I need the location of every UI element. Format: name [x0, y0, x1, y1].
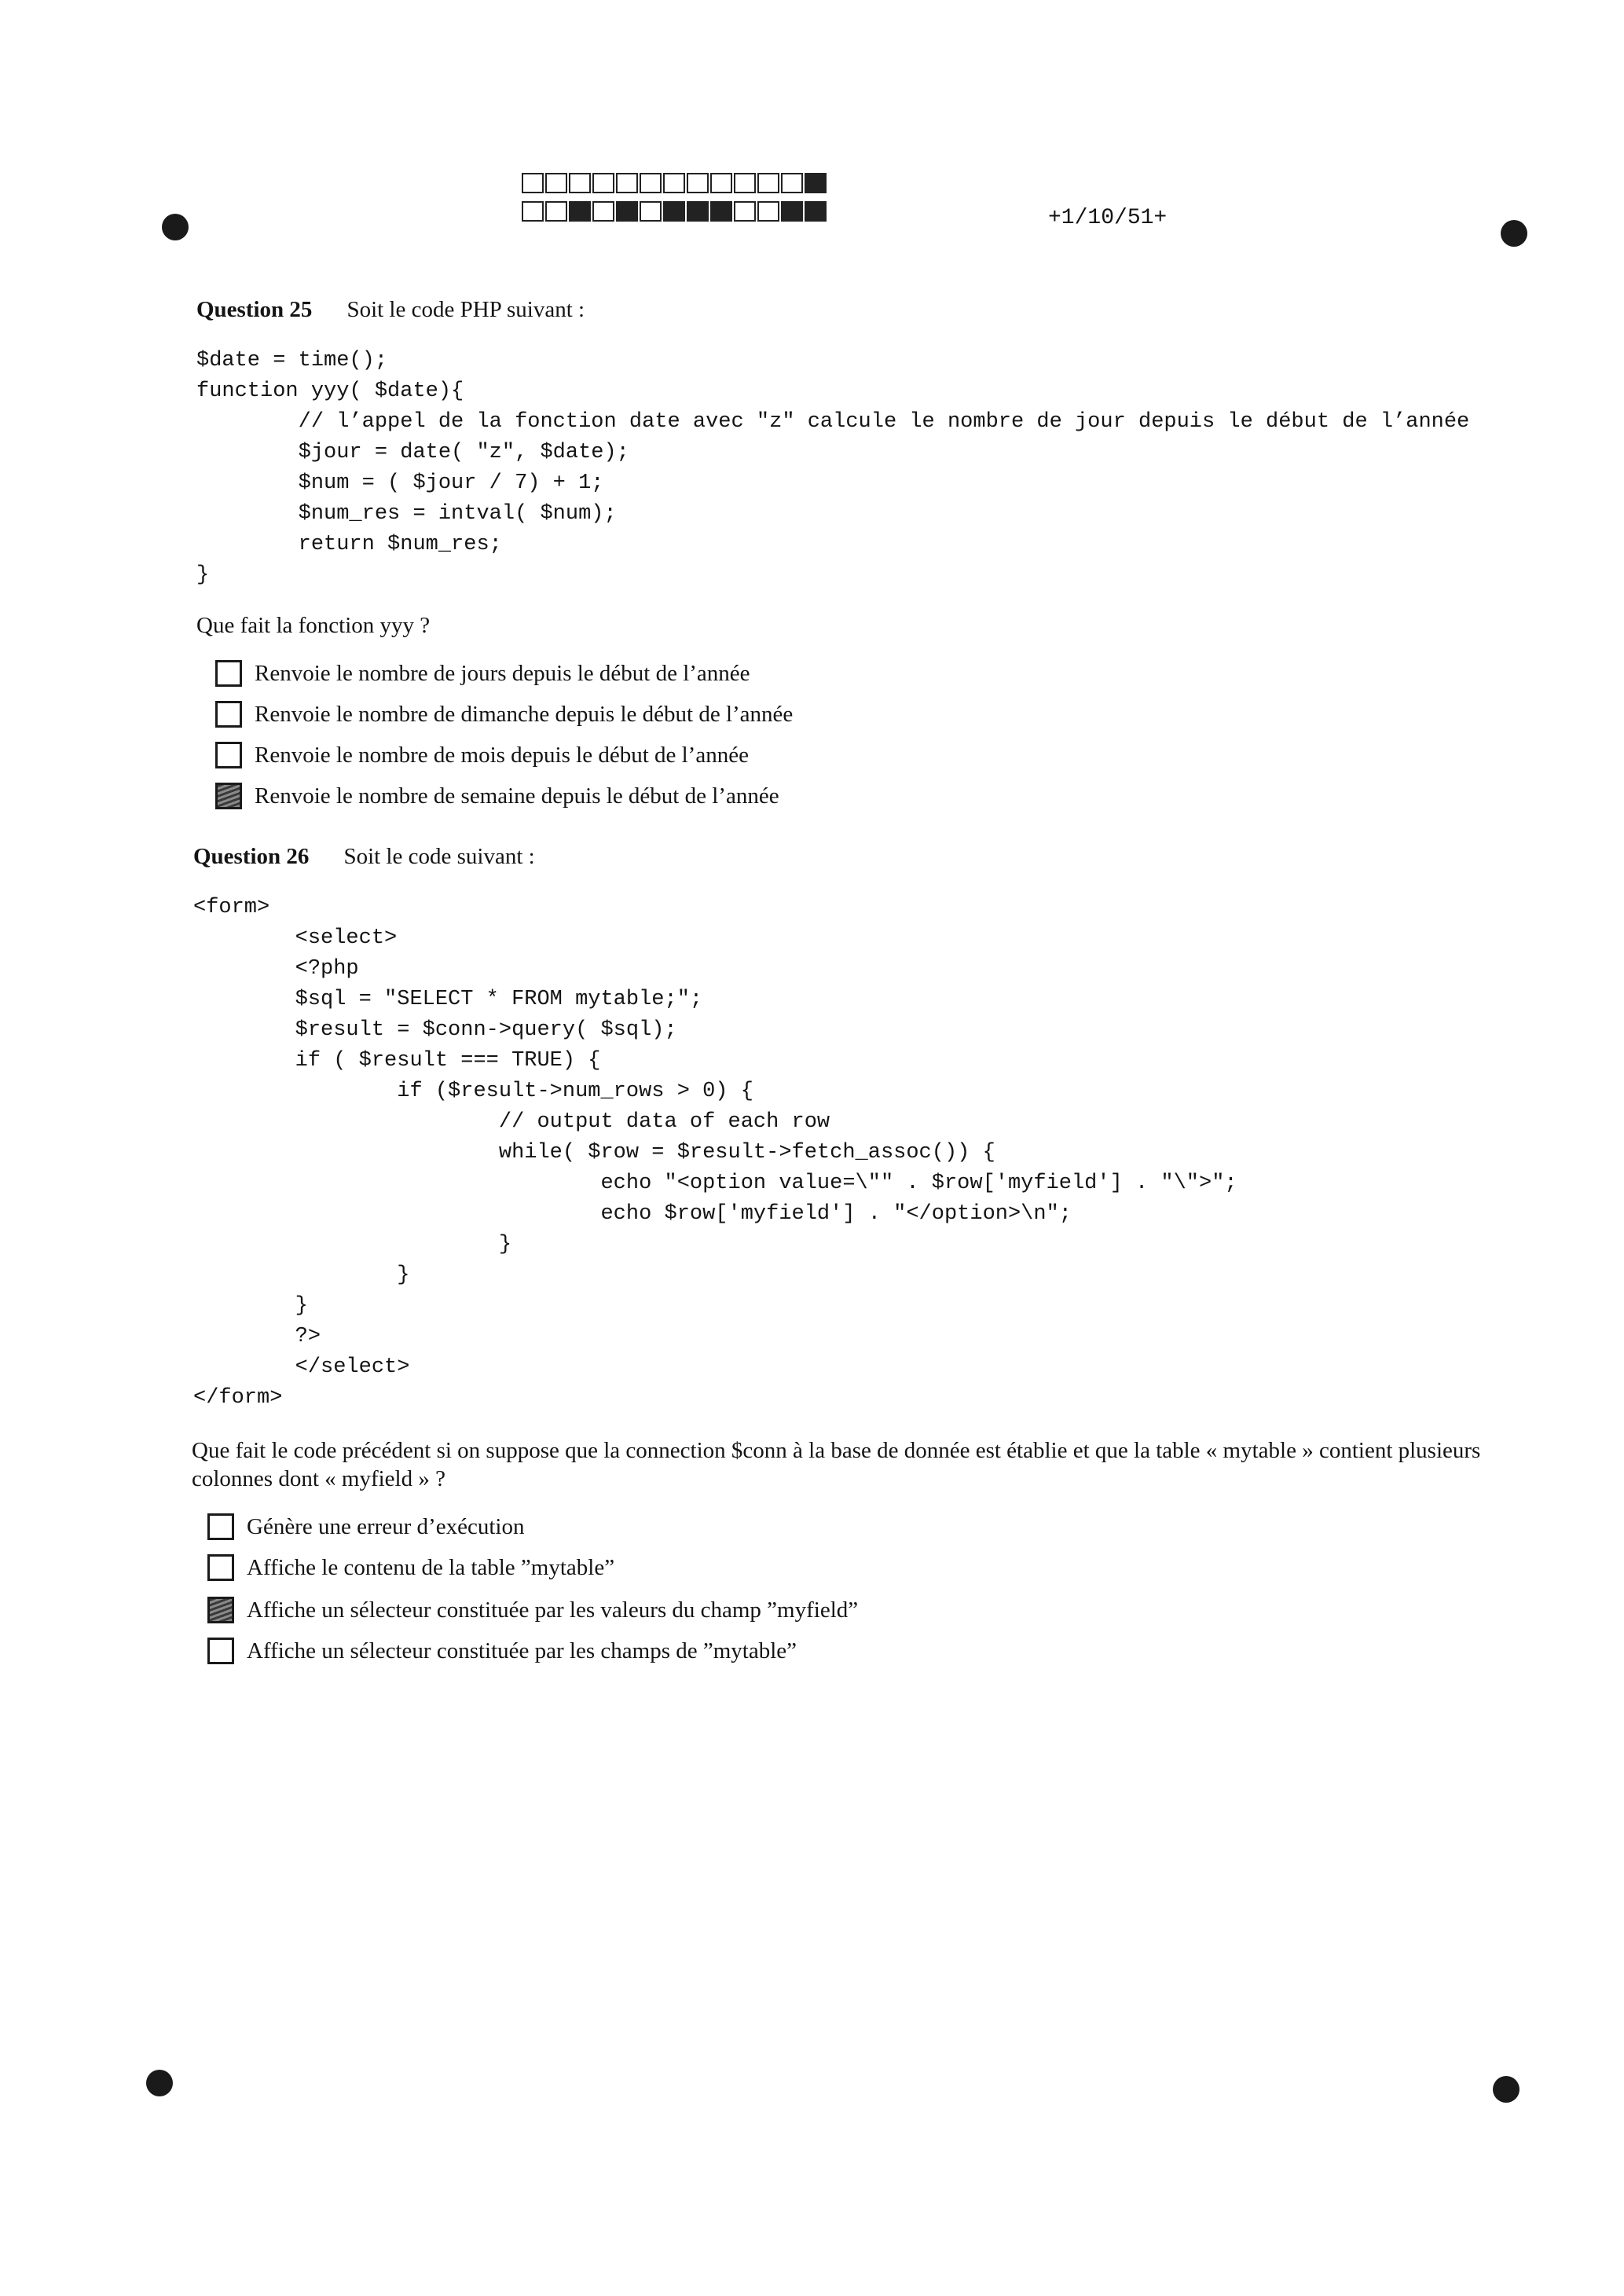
option-label: Affiche le contenu de la table ”mytable” [247, 1554, 615, 1580]
option-label: Génère une erreur d’exécution [247, 1513, 525, 1539]
barcode-cell [781, 173, 803, 193]
question-number: Question 26 [193, 844, 310, 869]
registration-mark-bottom-left [146, 2070, 173, 2096]
barcode-cell [663, 201, 685, 222]
option-label: Renvoie le nombre de mois depuis le début de l’année [255, 742, 749, 768]
barcode-cell [734, 173, 756, 193]
barcode-cell [710, 173, 732, 193]
page-id: +1/10/51+ [1048, 206, 1168, 230]
barcode-cell [687, 173, 709, 193]
q25-option-3[interactable] [215, 742, 749, 768]
barcode-cell [805, 201, 827, 222]
question-26-code: <form> <select> <?php $sql = "SELECT * FROM mytable;"; $result = $conn->query( $sql); if ( $result === TRUE) { if ($result->num_rows > 0) { // output data of each row while( $row = $result->fetch_assoc()) { echo "<option value=\"" . $row['myfield'] . "\">"; echo $row['myfield'] . "</option>\n"; } } } ?> </select> </form> [193, 896, 1237, 1410]
question-25-prompt: Que fait la fonction yyy ? [196, 613, 431, 638]
checkbox[interactable] [215, 742, 242, 768]
barcode-cell [640, 173, 662, 193]
barcode-row-bottom [522, 201, 828, 222]
registration-mark-bottom-right [1493, 2076, 1520, 2103]
registration-mark-top-left [162, 214, 189, 240]
barcode-cell [781, 201, 803, 222]
barcode-cell [592, 201, 614, 222]
option-label: Affiche un sélecteur constituée par les valeurs du champ ”myfield” [247, 1597, 859, 1623]
barcode-cell [640, 201, 662, 222]
checkbox[interactable] [207, 1513, 234, 1540]
barcode-cell [663, 173, 685, 193]
question-intro: Soit le code suivant : [343, 844, 535, 869]
question-25-heading [196, 297, 585, 323]
question-26-heading [193, 844, 535, 870]
barcode-row-top [522, 173, 828, 193]
barcode-cell [757, 201, 779, 222]
barcode-cell [616, 201, 638, 222]
question-25-code: $date = time(); function yyy( $date){ // l’appel de la fonction date avec "z" calcule le nombre de jour depuis le début de l’année $jour = date( "z", $date); $num = ( $jour / 7) + 1; $num_res = intval( $num); return $num_res; } [196, 349, 1470, 587]
checkbox-filled[interactable] [215, 783, 242, 809]
checkbox-filled[interactable] [207, 1597, 234, 1623]
option-label: Renvoie le nombre de dimanche depuis le début de l’année [255, 701, 794, 727]
question-26-prompt: Que fait le code précédent si on suppose que la connection $conn à la base de donnée est établie et que la table « mytable » contient plusieurs colonnes dont « myfield » ? [192, 1438, 1481, 1491]
q26-option-2[interactable] [207, 1554, 614, 1581]
question-number: Question 25 [196, 297, 313, 322]
option-label: Renvoie le nombre de semaine depuis le début de l’année [255, 783, 779, 809]
checkbox[interactable] [215, 660, 242, 687]
registration-mark-top-right [1501, 220, 1527, 247]
barcode-cell [545, 173, 567, 193]
option-label: Renvoie le nombre de jours depuis le début de l’année [255, 660, 750, 686]
checkbox[interactable] [207, 1638, 234, 1664]
q25-option-1[interactable] [215, 660, 750, 687]
q25-option-2[interactable] [215, 701, 793, 728]
barcode-cell [592, 173, 614, 193]
barcode-cell [805, 173, 827, 193]
barcode-cell [616, 173, 638, 193]
option-label: Affiche un sélecteur constituée par les champs de ”mytable” [247, 1638, 797, 1663]
barcode-cell [734, 201, 756, 222]
q26-option-1[interactable] [207, 1513, 524, 1540]
question-intro: Soit le code PHP suivant : [346, 297, 585, 322]
checkbox[interactable] [215, 701, 242, 728]
barcode-cell [687, 201, 709, 222]
barcode-cell [522, 173, 544, 193]
barcode-cell [757, 173, 779, 193]
barcode-cell [545, 201, 567, 222]
checkbox[interactable] [207, 1554, 234, 1581]
barcode-cell [569, 201, 591, 222]
q25-option-4[interactable] [215, 783, 779, 809]
barcode-cell [569, 173, 591, 193]
q26-option-3[interactable] [207, 1597, 858, 1623]
barcode-cell [710, 201, 732, 222]
barcode-cell [522, 201, 544, 222]
q26-option-4[interactable] [207, 1638, 797, 1664]
